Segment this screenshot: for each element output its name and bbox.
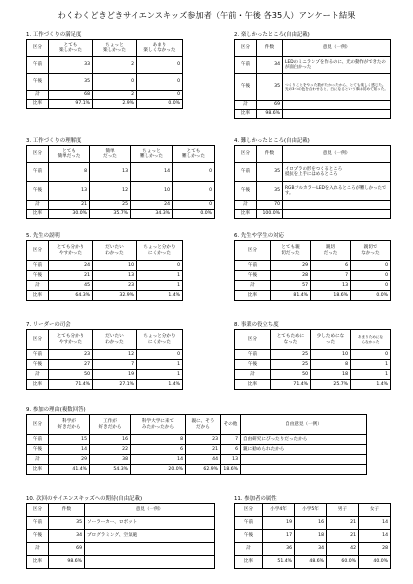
col-header: ちょっと 難しかった [131, 146, 173, 163]
cell: 23 [93, 281, 137, 291]
cell: 51.4% [263, 556, 295, 569]
table-reason [26, 414, 367, 475]
cell: 34.3% [131, 210, 173, 219]
row-label: 計 [27, 455, 49, 465]
section-title: 5. 先生の説明 [26, 233, 60, 239]
section-title: 7. リーダーの司会 [26, 322, 71, 328]
cell: 98.6% [257, 110, 283, 119]
cell: 69 [257, 101, 283, 110]
cell: 1 [137, 281, 183, 291]
row-label: 午前 [27, 57, 49, 74]
cell: 27.1% [93, 380, 137, 390]
cell: 30.0% [49, 210, 90, 219]
opinion-text [283, 101, 391, 110]
cell: 35 [257, 74, 283, 101]
cell: 16 [295, 517, 327, 530]
cell: 14 [359, 517, 391, 530]
col-header: ちょっと 楽しかった [93, 40, 137, 57]
cell: 35.7% [90, 210, 131, 219]
cell: 0 [173, 163, 215, 182]
opinion-text [85, 556, 215, 569]
row-label: 午後 [235, 182, 257, 201]
row-label: 午後 [27, 271, 49, 281]
cell: 64.3% [49, 291, 93, 301]
row-label: 比率 [27, 210, 49, 219]
cell: 0 [137, 74, 183, 91]
cell: 35 [257, 163, 283, 182]
table-understanding [26, 145, 215, 219]
cell: 70 [257, 201, 283, 210]
cell: 8 [131, 435, 186, 445]
col-header: 件数 [257, 146, 283, 163]
col-header: 男子 [327, 504, 359, 517]
col-header: 区分 [235, 146, 257, 163]
col-header: 意見（一例） [283, 146, 391, 163]
row-label: 午後 [27, 445, 49, 455]
cell: 62.9% [186, 465, 221, 475]
col-header: とても 楽しかった [49, 40, 93, 57]
cell: 35 [257, 182, 283, 201]
row-label: 午前 [235, 163, 257, 182]
row-label: 比率 [27, 380, 49, 390]
opinion-text: つくりことをやった数がたかったから、とても楽しく感じた。光の3つの色を合わせると、白になるという事は初めて知った。 [283, 74, 391, 101]
cell: 27 [49, 360, 93, 370]
col-header: だいたい わかった [93, 330, 137, 350]
cell: 23 [49, 350, 93, 360]
row-label: 午後 [27, 360, 49, 370]
row-label: 比率 [27, 556, 49, 569]
cell: 21 [327, 530, 359, 543]
cell: 35 [49, 74, 93, 91]
cell: 19 [263, 517, 295, 530]
table-staff-response [234, 240, 391, 301]
cell: 1 [137, 271, 183, 281]
col-header: 区分 [235, 504, 263, 517]
section-2-enjoyable [234, 31, 391, 119]
opinion-text [241, 455, 367, 465]
section-11-attributes [234, 495, 391, 569]
cell: 25.7% [311, 380, 351, 390]
cell: 22 [90, 445, 131, 455]
cell: 8 [49, 163, 90, 182]
col-header: だいたい わかった [93, 241, 137, 261]
cell: 41.4% [49, 465, 90, 475]
row-label: 比率 [27, 291, 49, 301]
col-header: 小学5年 [295, 504, 327, 517]
cell: 100.0% [257, 210, 283, 219]
cell: 71.4% [271, 380, 311, 390]
section-7-leader [26, 321, 183, 390]
row-label: 午後 [27, 530, 49, 543]
cell: 18 [295, 530, 327, 543]
cell: 13 [311, 281, 351, 291]
cell: 50 [49, 370, 93, 380]
cell: 48.6% [295, 556, 327, 569]
page-title: わくわくどきどきサイエンスキッズ参加者（午前・午後 各35人）アンケート結果 [57, 10, 356, 20]
cell: 13 [221, 455, 241, 465]
cell: 14 [131, 163, 173, 182]
cell: 1 [137, 360, 183, 370]
cell: 0 [173, 182, 215, 201]
cell: 34 [49, 530, 85, 543]
cell: 29 [49, 455, 90, 465]
cell: 6 [311, 261, 351, 271]
col-header: とても分かり やすかった [49, 330, 93, 350]
row-label: 比率 [235, 210, 257, 219]
cell: 0 [137, 57, 183, 74]
cell: 69 [49, 543, 85, 556]
cell: 71.4% [49, 380, 93, 390]
cell: 21 [327, 517, 359, 530]
row-label: 計 [235, 370, 271, 380]
cell: 17 [263, 530, 295, 543]
cell: 12 [90, 182, 131, 201]
opinion-text: 自由研究にぴったりだったから [241, 435, 367, 445]
cell: 19 [93, 370, 137, 380]
cell: 57 [271, 281, 311, 291]
cell: 1 [137, 370, 183, 380]
section-title: 2. 楽しかったところ(自由記載) [234, 32, 310, 38]
opinion-text: RGBフルカラーLEDを入れるところが難しかったです。 [283, 182, 391, 201]
cell: 13 [93, 271, 137, 281]
row-label: 午後 [235, 271, 271, 281]
col-header: とても親 切だった [271, 241, 311, 261]
section-title: 9. 参加の理由(複数回答) [26, 407, 86, 413]
row-label: 午前 [235, 517, 263, 530]
row-label: 比率 [27, 100, 49, 109]
cell: 7 [93, 360, 137, 370]
cell: 16 [90, 435, 131, 445]
section-title: 11. 参加者の属性 [234, 496, 277, 502]
section-title: 10. 次回のサイエンスキッズへの期待(自由記載) [26, 496, 143, 502]
col-header: とても分かり やすかった [49, 241, 93, 261]
col-header: 少しためにな った [311, 330, 351, 350]
col-header: 簡単 だった [90, 146, 131, 163]
section-title: 1. 工作づくりの満足度 [26, 32, 82, 38]
cell: 21 [49, 201, 90, 210]
table-satisfaction [26, 39, 183, 109]
cell: 42 [327, 543, 359, 556]
row-label: 比率 [235, 291, 271, 301]
table-leader [26, 329, 183, 390]
col-header: 区分 [27, 504, 49, 517]
col-header: 区分 [235, 330, 271, 350]
cell: 20.0% [131, 465, 186, 475]
opinion-text: 親に勧められたから [241, 445, 367, 455]
row-label: 計 [27, 91, 49, 100]
col-header: 親切で なかった [351, 241, 391, 261]
row-label: 比率 [235, 110, 257, 119]
section-1-satisfaction [26, 31, 183, 109]
opinion-text: ソーラーカー、ロボット [85, 517, 215, 530]
section-title: 3. 工作づくりの理解度 [26, 138, 82, 144]
cell: 29 [271, 261, 311, 271]
row-label: 比率 [235, 380, 271, 390]
cell: 68 [49, 91, 93, 100]
cell: 10 [131, 182, 173, 201]
cell: 34 [295, 543, 327, 556]
opinion-text: LEDのミニランプを作るのに、光の動作ができたのが面白かった [283, 57, 391, 74]
section-3-understanding [26, 137, 215, 219]
cell: 1.4% [137, 291, 183, 301]
table-difficult [234, 145, 391, 219]
cell: 8 [311, 360, 351, 370]
cell: 60.0% [327, 556, 359, 569]
col-header: 区分 [27, 241, 49, 261]
opinion-text [241, 465, 367, 475]
row-label: 午前 [235, 350, 271, 360]
row-label: 午後 [235, 74, 257, 101]
cell: 2.9% [93, 100, 137, 109]
cell: 50 [271, 370, 311, 380]
cell: 0 [137, 261, 183, 271]
table-expectations [26, 503, 215, 569]
cell: 18.6% [311, 291, 351, 301]
cell: 81.4% [271, 291, 311, 301]
col-header: 科学が 好きだから [49, 415, 90, 435]
col-header: とても 難しかった [173, 146, 215, 163]
col-header: 女子 [359, 504, 391, 517]
col-header: あまり 楽しくなかった [137, 40, 183, 57]
col-header: 区分 [27, 415, 49, 435]
cell: 34 [257, 57, 283, 74]
row-label: 計 [27, 543, 49, 556]
row-label: 計 [235, 201, 257, 210]
section-10-expectations [26, 495, 215, 569]
row-label: 比率 [235, 556, 263, 569]
row-label: 計 [27, 201, 49, 210]
cell: 0.0% [351, 291, 391, 301]
cell: 6 [131, 445, 186, 455]
col-header: 小学4年 [263, 504, 295, 517]
cell: 1.4% [137, 380, 183, 390]
cell: 1 [351, 360, 391, 370]
cell: 23 [186, 435, 221, 445]
cell: 12 [93, 350, 137, 360]
col-header: 意見（一例） [283, 40, 391, 57]
section-6-staff-response [234, 232, 391, 301]
col-header: 区分 [27, 40, 49, 57]
col-header: 自由意見（一例） [241, 415, 367, 435]
cell: 36 [263, 543, 295, 556]
col-header: 区分 [27, 146, 49, 163]
cell: 54.3% [90, 465, 131, 475]
cell: 44 [186, 455, 221, 465]
row-label: 計 [27, 281, 49, 291]
section-5-teacher-explanation [26, 232, 183, 301]
row-label: 計 [235, 101, 257, 110]
col-header: 区分 [235, 241, 271, 261]
cell: 45 [49, 281, 93, 291]
cell: 25 [271, 360, 311, 370]
section-9-reason [26, 406, 367, 475]
cell: 97.1% [49, 100, 93, 109]
cell: 0 [351, 350, 391, 360]
col-header: あまりためにな らなかった [351, 330, 391, 350]
cell: 28 [271, 271, 311, 281]
cell: 0 [93, 74, 137, 91]
col-header: 親切 だった [311, 241, 351, 261]
cell: 0 [137, 91, 183, 100]
cell: 7 [311, 271, 351, 281]
row-label: 午前 [27, 435, 49, 445]
cell: 18.6% [221, 465, 241, 475]
col-header: 工作が 好きだから [90, 415, 131, 435]
cell: 32.9% [93, 291, 137, 301]
row-label: 計 [235, 543, 263, 556]
cell: 6 [221, 445, 241, 455]
table-enjoyable [234, 39, 391, 119]
cell: 10 [311, 350, 351, 360]
cell: 24 [49, 261, 93, 271]
cell: 0 [351, 281, 391, 291]
cell: 1 [351, 370, 391, 380]
row-label: 午前 [27, 163, 49, 182]
table-attributes [234, 503, 391, 569]
cell: 2 [93, 57, 137, 74]
opinion-text: イロプラの形をつくるところ 抵抗を上手にはめるところ [283, 163, 391, 182]
col-header: ちょっと分かり にくかった [137, 241, 183, 261]
section-title: 8. 事業の役立ち度 [234, 322, 279, 328]
cell: 24 [131, 201, 173, 210]
opinion-text [85, 543, 215, 556]
cell: 33 [49, 57, 93, 74]
row-label: 計 [27, 370, 49, 380]
cell: 2 [93, 91, 137, 100]
row-label: 午前 [235, 261, 271, 271]
cell: 13 [90, 163, 131, 182]
cell: 35 [49, 517, 85, 530]
table-teacher-explanation [26, 240, 183, 301]
cell: 10 [93, 261, 137, 271]
section-title: 6. 先生や学生の対応 [234, 233, 284, 239]
opinion-text [283, 201, 391, 210]
cell: 21 [49, 271, 93, 281]
cell: 14 [131, 455, 186, 465]
cell: 0 [137, 350, 183, 360]
cell: 0 [351, 271, 391, 281]
cell: 7 [221, 435, 241, 445]
col-header: 親に、そう だから [186, 415, 221, 435]
col-header: その他 [221, 415, 241, 435]
section-8-usefulness [234, 321, 391, 390]
opinion-text [283, 110, 391, 119]
opinion-text [283, 210, 391, 219]
cell: 18 [311, 370, 351, 380]
row-label: 午前 [27, 517, 49, 530]
cell: 25 [271, 350, 311, 360]
row-label: 午前 [235, 57, 257, 74]
opinion-text: プログラミング、空気砲 [85, 530, 215, 543]
row-label: 比率 [27, 465, 49, 475]
row-label: 午後 [27, 74, 49, 91]
cell: 0 [351, 261, 391, 271]
cell: 25 [90, 201, 131, 210]
row-label: 計 [235, 281, 271, 291]
cell: 13 [49, 182, 90, 201]
table-usefulness [234, 329, 391, 390]
col-header: ちょっと分かり にくかった [137, 330, 183, 350]
section-title: 4. 難しかったところ(自由記載) [234, 138, 310, 144]
cell: 40.0% [359, 556, 391, 569]
col-header: 区分 [27, 330, 49, 350]
cell: 14 [49, 445, 90, 455]
cell: 38 [90, 455, 131, 465]
col-header: とても 簡単だった [49, 146, 90, 163]
col-header: 科学大学に来て みたかったから [131, 415, 186, 435]
cell: 28 [359, 543, 391, 556]
row-label: 午後 [235, 360, 271, 370]
cell: 0.0% [137, 100, 183, 109]
cell: 98.6% [49, 556, 85, 569]
row-label: 午後 [235, 530, 263, 543]
section-4-difficult [234, 137, 391, 219]
cell: 21 [186, 445, 221, 455]
col-header: 区分 [235, 40, 257, 57]
cell: 14 [359, 530, 391, 543]
cell: 0 [173, 201, 215, 210]
cell: 15 [49, 435, 90, 445]
col-header: とてもために なった [271, 330, 311, 350]
row-label: 午後 [27, 182, 49, 201]
col-header: 件数 [257, 40, 283, 57]
col-header: 意見（一例） [85, 504, 215, 517]
col-header: 件数 [49, 504, 85, 517]
row-label: 午前 [27, 261, 49, 271]
cell: 1.4% [351, 380, 391, 390]
row-label: 午前 [27, 350, 49, 360]
cell: 0.0% [173, 210, 215, 219]
